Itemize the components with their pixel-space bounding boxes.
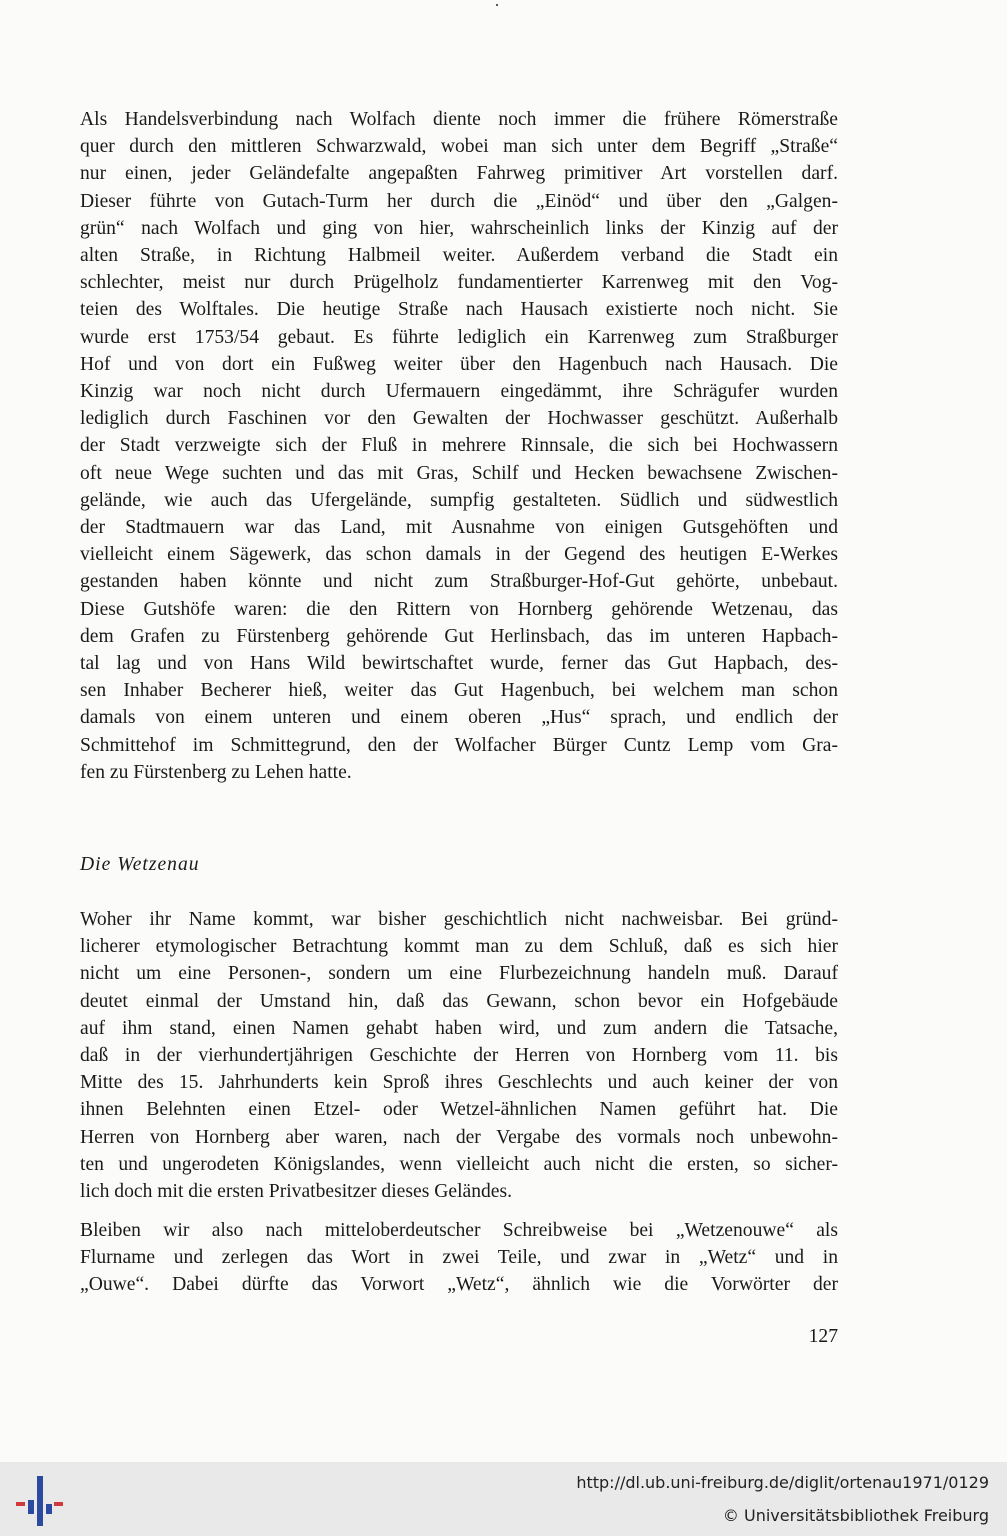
paragraph-1 bbox=[80, 106, 838, 786]
scan-speck bbox=[496, 4, 498, 6]
text-line: ten und ungerodeten Königslandes, wenn vielleicht auch nicht die ersten, so sicher- bbox=[80, 1153, 838, 1175]
text-line: nur einen, jeder Geländefalte angepaßten Fahrweg primitiver Art vorstellen darf. bbox=[80, 163, 838, 185]
text-line: gestanden haben könnte und nicht zum Straßburger-Hof-Gut gehörte, unbebaut. bbox=[80, 571, 838, 593]
text-line: licherer etymologischer Betrachtung kommt man zu dem Schluß, daß es sich hier bbox=[80, 936, 838, 958]
text-line: gelände, wie auch das Ufergelände, sumpfig gestalteten. Südlich und südwestlich bbox=[80, 489, 838, 511]
text-line: schlechter, meist nur durch Prügelholz fundamentierter Karrenweg mit den Vog- bbox=[80, 272, 838, 294]
text-line: nicht um eine Personen-, sondern um eine Flurbezeichnung handeln muß. Darauf bbox=[80, 963, 838, 985]
section-heading: Die Wetzenau bbox=[80, 854, 200, 875]
text-line: tal lag und von Hans Wild bewirtschaftet wurde, ferner das Gut Hapbach, des- bbox=[80, 653, 838, 675]
text-line: Diese Gutshöfe waren: die den Rittern von Hornberg gehörende Wetzenau, das bbox=[80, 598, 838, 620]
ub-freiburg-logo-icon[interactable] bbox=[14, 1474, 64, 1528]
text-line: wurde erst 1753/54 gebaut. Es führte lediglich ein Karrenweg zum Straßburger bbox=[80, 326, 838, 348]
text-line: Schmittehof im Schmittegrund, den der Wolfacher Bürger Cuntz Lemp vom Gra- bbox=[80, 734, 838, 756]
text-line: „Ouwe“. Dabei dürfte das Vorwort „Wetz“, ähnlich wie die Vorwörter der bbox=[80, 1274, 838, 1296]
text-line: auf ihm stand, einen Namen gehabt haben wird, und zum andern die Tatsache, bbox=[80, 1017, 838, 1039]
text-line: Hof und von dort ein Fußweg weiter über den Hagenbuch nach Hausach. Die bbox=[80, 353, 838, 375]
paragraph-2 bbox=[80, 906, 838, 1205]
text-line: sen Inhaber Becherer hieß, weiter das Gut Hagenbuch, bei welchem man schon bbox=[80, 680, 838, 702]
text-line: Dieser führte von Gutach-Turm her durch die „Einöd“ und über den „Galgen- bbox=[80, 190, 838, 212]
text-line: grün“ nach Wolfach und ging von hier, wahrscheinlich links der Kinzig auf der bbox=[80, 217, 838, 239]
text-line: Bleiben wir also nach mitteloberdeutscher Schreibweise bei „Wetzenouwe“ als bbox=[80, 1220, 838, 1241]
text-line: Woher ihr Name kommt, war bisher geschichtlich nicht nachweisbar. Bei gründ- bbox=[80, 909, 838, 930]
text-line: ihnen Belehnten einen Etzel- oder Wetzel-ähnlichen Namen geführt hat. Die bbox=[80, 1099, 838, 1121]
footer-copyright: © Universitätsbibliothek Freiburg bbox=[722, 1506, 989, 1525]
text-line: der Stadt verzweigte sich der Fluß in mehrere Rinnsale, die sich bei Hochwassern bbox=[80, 435, 838, 457]
text-line: Flurname und zerlegen das Wort in zwei Teile, und zwar in „Wetz“ und in bbox=[80, 1247, 838, 1269]
text-line: fen zu Fürstenberg zu Lehen hatte. bbox=[80, 761, 352, 783]
text-line: der Stadtmauern war das Land, mit Ausnahme von einigen Gutsgehöften und bbox=[80, 517, 838, 539]
text-line: lediglich durch Faschinen vor den Gewalten der Hochwasser geschützt. Außerhalb bbox=[80, 408, 838, 430]
text-line: oft neue Wege suchten und das mit Gras, Schilf und Hecken bewachsene Zwischen- bbox=[80, 462, 838, 484]
text-line: lich doch mit die ersten Privatbesitzer dieses Geländes. bbox=[80, 1181, 513, 1203]
text-line: Als Handelsverbindung nach Wolfach diente noch immer die frühere Römerstraße bbox=[80, 109, 838, 130]
paragraph-3 bbox=[80, 1217, 838, 1299]
page-number: 127 bbox=[808, 1326, 838, 1347]
text-line: Herren von Hornberg aber waren, nach der Vergabe des vormals noch unbewohn- bbox=[80, 1126, 838, 1148]
text-line: deutet einmal der Umstand hin, daß das Gewann, schon bevor ein Hofgebäude bbox=[80, 990, 838, 1012]
text-line: daß in der vierhundertjährigen Geschichte der Herren von Hornberg vom 11. bis bbox=[80, 1045, 838, 1067]
text-line: vielleicht einem Sägewerk, das schon damals in der Gegend des heutigen E-Werkes bbox=[80, 544, 838, 566]
text-line: Kinzig war noch nicht durch Ufermauern eingedämmt, ihre Schrägufer wurden bbox=[80, 381, 838, 403]
text-line: Mitte des 15. Jahrhunderts kein Sproß ihres Geschlechts und auch keiner der von bbox=[80, 1072, 838, 1094]
footer-url-link[interactable]: http://dl.ub.uni-freiburg.de/diglit/ortenau1971/0129 bbox=[576, 1473, 989, 1492]
text-line: damals von einem unteren und einem oberen „Hus“ sprach, und endlich der bbox=[80, 707, 838, 729]
text-line: teien des Wolftales. Die heutige Straße nach Hausach existierte noch nicht. Sie bbox=[80, 299, 838, 321]
text-line: dem Grafen zu Fürstenberg gehörende Gut Herlinsbach, das im unteren Hapbach- bbox=[80, 625, 838, 647]
text-line: quer durch den mittleren Schwarzwald, wobei man sich unter dem Begriff „Straße“ bbox=[80, 136, 838, 158]
text-line: alten Straße, in Richtung Halbmeil weiter. Außerdem verband die Stadt ein bbox=[80, 245, 838, 267]
